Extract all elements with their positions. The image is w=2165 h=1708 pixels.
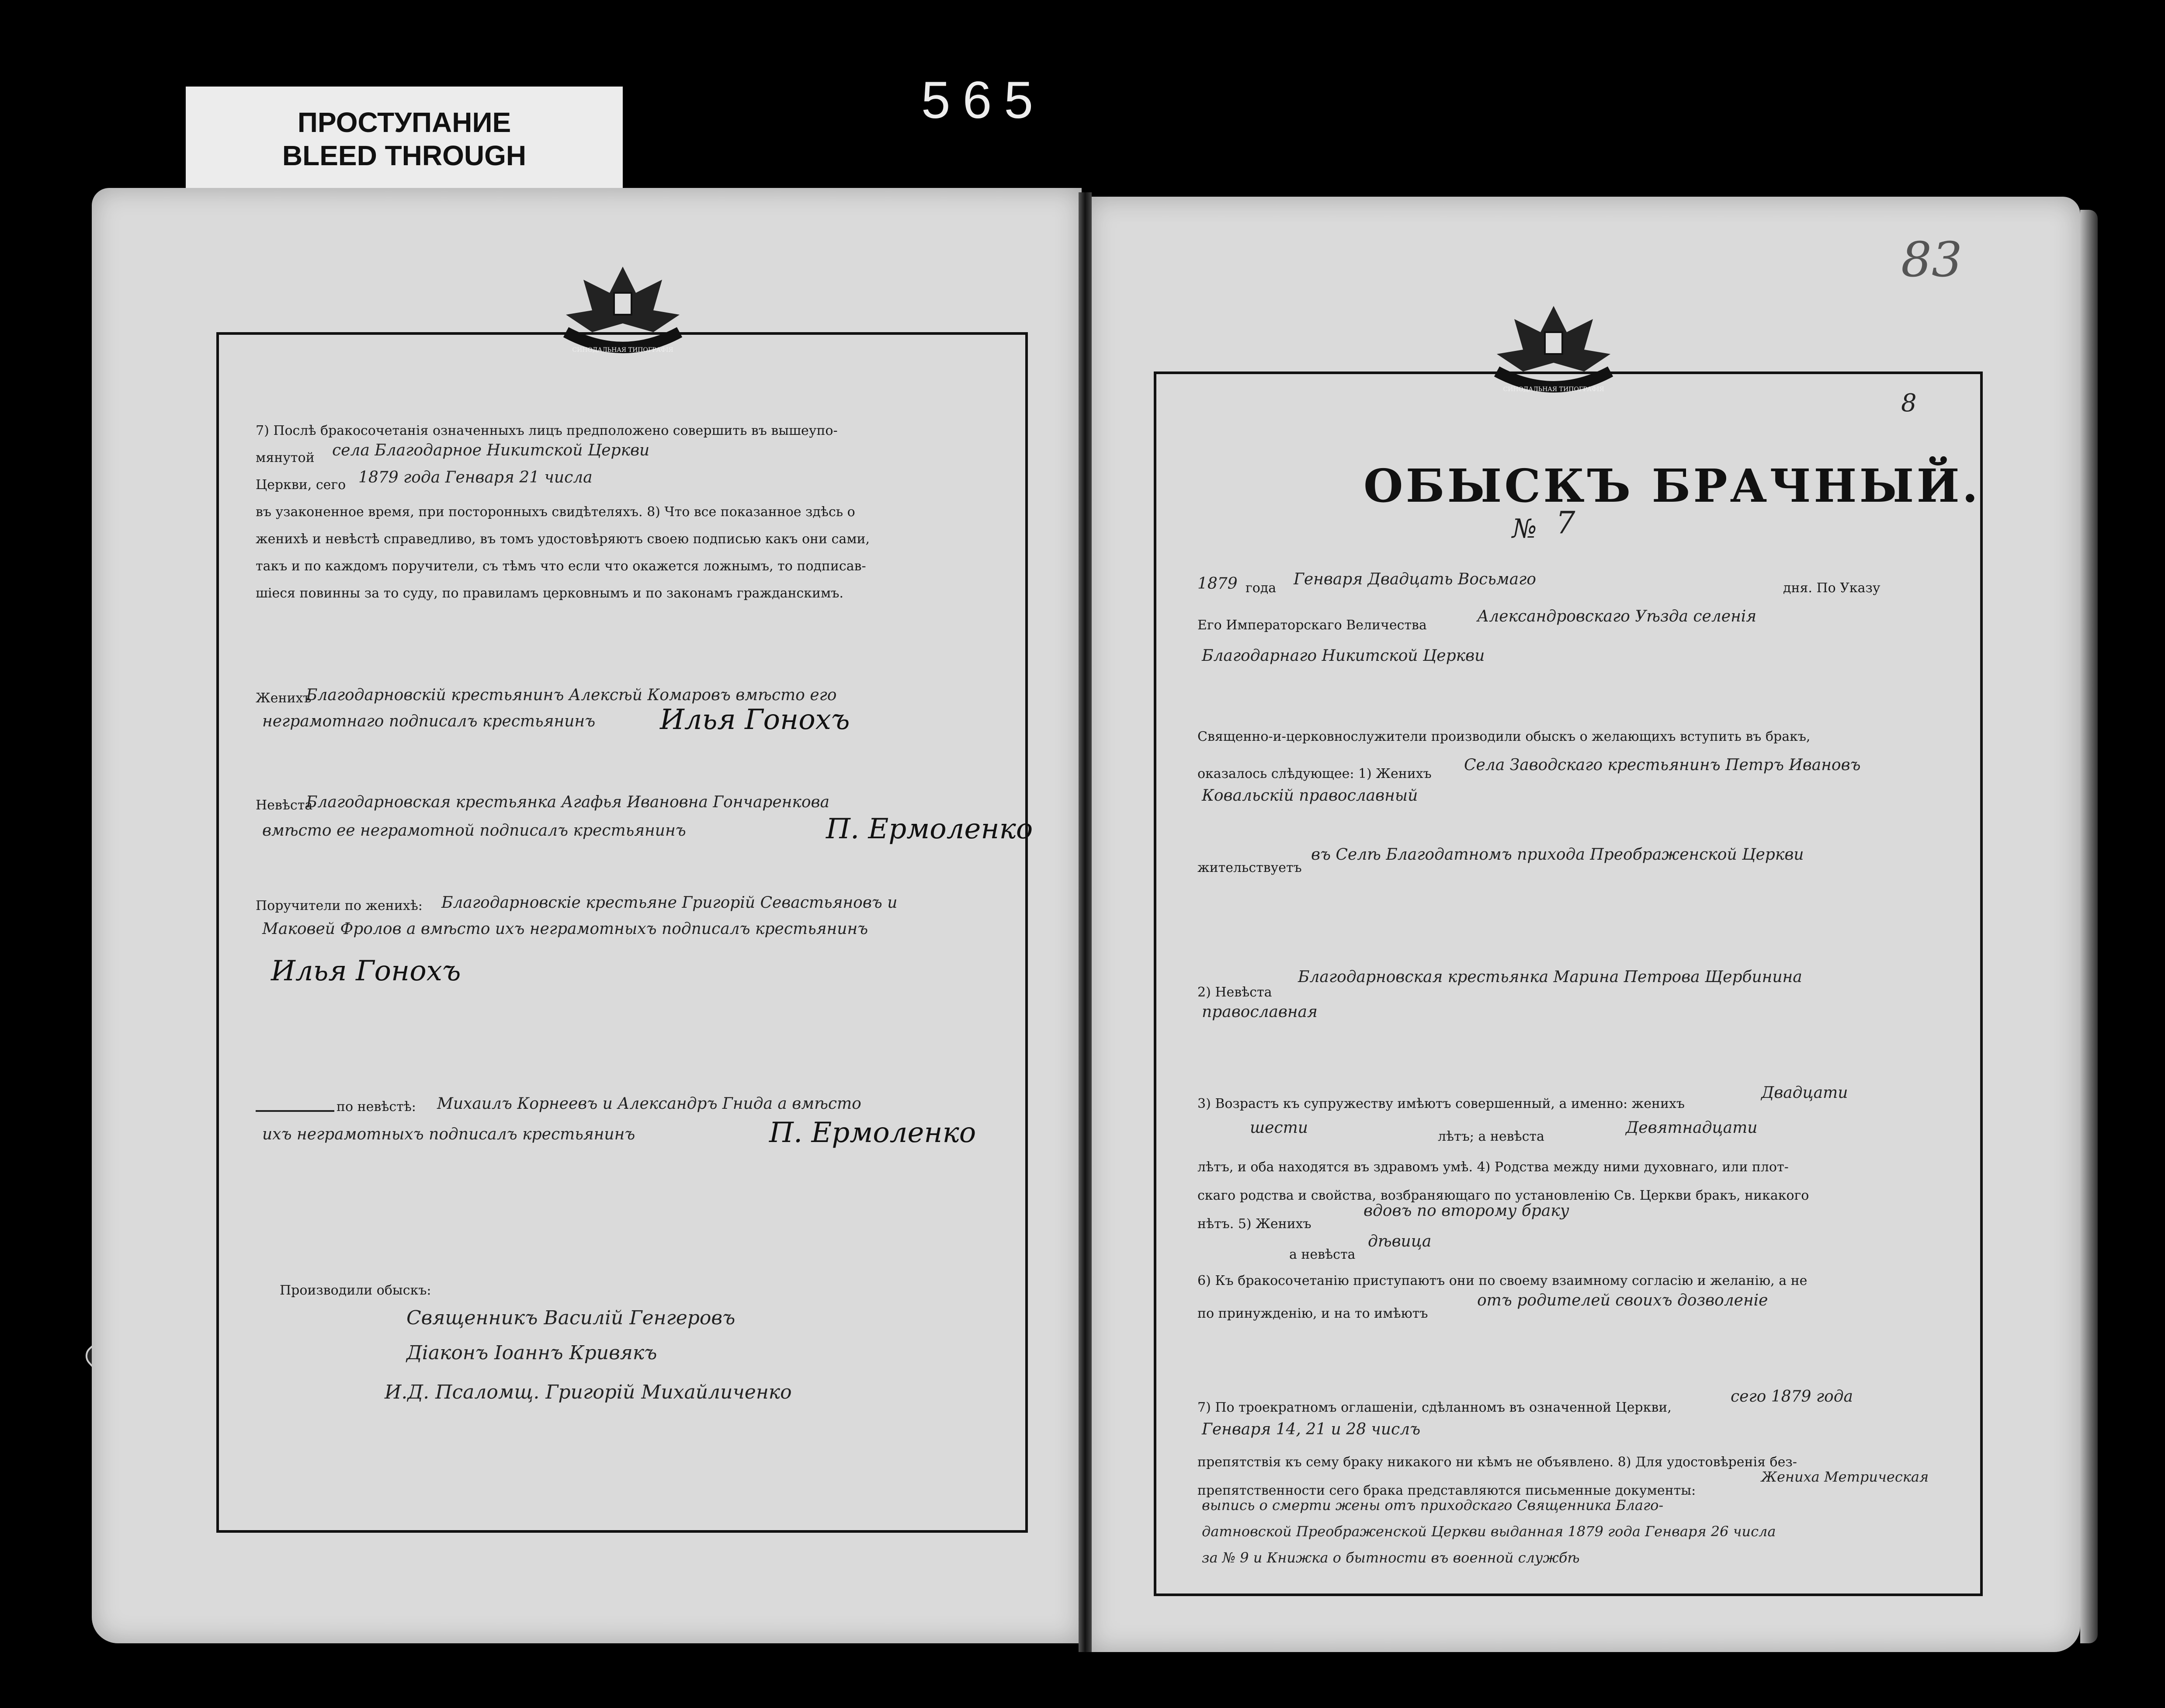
lp-hw-groom-guarantors-1: Благодарновскіе крестьяне Григорій Севастьяновъ и <box>441 894 898 912</box>
lp-signature-groom-guarantors: Илья Гонохъ <box>271 955 461 987</box>
lp-para-line5: женихѣ и невѣстѣ справедливо, въ томъ удостовѣряютъ своею подписью какъ они сами, <box>256 531 870 547</box>
lp-hw-bride-guarantors-2: ихъ неграмотныхъ подписалъ крестьянинъ <box>262 1125 635 1143</box>
rp-l5-hw: Села Заводскаго крестьянинъ Петръ Ивановъ <box>1464 756 1861 774</box>
rp-page-number: 83 <box>1901 232 1962 288</box>
lp-clergy-priest: Священникъ Василій Генгеровъ <box>406 1307 736 1329</box>
lp-dash <box>256 1110 334 1112</box>
rp-corner-mark: 8 <box>1901 389 1917 417</box>
lp-signature-groom: Илья Гонохъ <box>660 704 850 736</box>
rp-l5-text: оказалось слѣдующее: 1) Женихъ <box>1197 766 1432 781</box>
lp-hw-date: 1879 года Генваря 21 числа <box>358 469 593 486</box>
lp-bride-label: Невѣста <box>256 798 313 813</box>
lp-signature-bride-guarantors: П. Ермоленко <box>769 1117 976 1149</box>
lp-clergy-psalmist: И.Д. Псаломщ. Григорій Михайличенко <box>385 1381 792 1403</box>
lp-clergy-deacon: Діаконъ Іоаннъ Кривякъ <box>406 1342 657 1364</box>
lp-para-line7: шіеся повинны за то суду, по правиламъ церковнымъ и по законамъ гражданскимъ. <box>256 586 844 601</box>
rp-l1-text: года <box>1246 580 1277 596</box>
frame-number: 565 <box>921 71 1046 129</box>
rp-l20: препятствія къ сему браку никакого ни кѣмъ не объявлено. 8) Для удостовѣренія без- <box>1197 1455 1797 1470</box>
rp-l17-text: по принужденію, и на то имѣютъ <box>1197 1306 1428 1321</box>
lp-bride-guarantors-label: по невѣстѣ: <box>337 1099 416 1114</box>
rp-l21-text: препятственности сего брака представляются письменные документы: <box>1197 1483 1696 1498</box>
rp-l11-text: лѣтъ; а невѣста <box>1438 1129 1544 1144</box>
book-gutter <box>1079 192 1092 1652</box>
rp-l10-text: 3) Возрастъ къ супружеству имѣютъ совершенный, а именно: женихъ <box>1197 1096 1685 1111</box>
rp-l6-hw: Ковальскій православный <box>1202 787 1418 805</box>
rp-l1-year: 1879 <box>1197 575 1238 593</box>
rp-number-prefix: № <box>1512 514 1537 544</box>
rp-l7-text: жительствуетъ <box>1197 860 1302 875</box>
rp-l8-hw: Благодарновская крестьянка Марина Петрова Щербинина <box>1298 968 1802 986</box>
lp-hw-bride-2: вмѣсто ее неграмотной подписалъ крестьянинъ <box>262 822 686 840</box>
rp-l24-hw: за № 9 и Книжка о бытности въ военной службѣ <box>1202 1549 1580 1566</box>
rp-l18-text: 7) По троекратномъ оглашеніи, сдѣланномъ въ означенной Церкви, <box>1197 1400 1672 1415</box>
lp-hw-church: села Благодарное Никитской Церкви <box>332 441 650 459</box>
rp-l14-text: нѣтъ. 5) Женихъ <box>1197 1216 1311 1232</box>
rp-l11-hw1: шести <box>1250 1119 1308 1137</box>
lp-signature-bride: П. Ермоленко <box>826 813 1033 845</box>
rp-l1-text2: дня. По Указу <box>1783 580 1880 596</box>
lp-hw-bride-1: Благодарновская крестьянка Агафья Ивановна Гончаренкова <box>306 793 829 811</box>
lp-para-line3: Церкви, сего <box>256 477 346 493</box>
rp-l17-hw: отъ родителей своихъ дозволеніе <box>1477 1291 1768 1309</box>
rp-l13: скаго родства и свойства, возбраняющаго по установленію Св. Церкви бракъ, никакого <box>1197 1188 1809 1203</box>
lp-hw-bride-guarantors-1: Михаилъ Корнеевъ и Александръ Гнида а вмѣсто <box>437 1095 861 1113</box>
rp-l3-hw: Благодарнаго Никитской Церкви <box>1202 647 1485 665</box>
rp-l9-hw: православная <box>1202 1003 1318 1021</box>
rp-l2-text: Его Императорскаго Величества <box>1197 618 1427 633</box>
rp-l8-text: 2) Невѣста <box>1197 985 1272 1000</box>
rp-l15-text: а невѣста <box>1289 1247 1356 1262</box>
lp-para-line1: 7) Послѣ бракосочетанія означенныхъ лицъ предположено совершить въ вышеупо- <box>256 423 838 438</box>
bleed-label-en: BLEED THROUGH <box>282 140 527 171</box>
page-edges <box>2080 210 2098 1643</box>
lp-groom-label: Женихъ <box>256 691 312 706</box>
lp-hw-groom-2: неграмотнаго подписалъ крестьянинъ <box>262 712 596 730</box>
rp-l18-hw: сего 1879 года <box>1731 1388 1853 1406</box>
rp-l15-hw: дѣвица <box>1368 1232 1432 1250</box>
emblem-ribbon-text-right: СИНОДАЛЬНАЯ ТИПОГРАФІЯ <box>1503 386 1604 393</box>
lp-para-line4: въ узаконенное время, при посторонныхъ свидѣтеляхъ. 8) Что все показанное здѣсь о <box>256 504 855 520</box>
rp-l11-hw2: Девятнадцати <box>1626 1119 1758 1137</box>
bleed-through-label <box>186 87 623 191</box>
rp-l4: Священно-и-церковнослужители производили обыскъ о желающихъ вступить въ бракъ, <box>1197 729 1811 744</box>
rp-l16: 6) Къ бракосочетанію приступаютъ они по своему взаимному согласію и желанію, а не <box>1197 1273 1808 1288</box>
lp-conducted-label: Производили обыскъ: <box>280 1283 431 1298</box>
rp-l7-hw: въ Селѣ Благодатномъ прихода Преображенской Церкви <box>1311 846 1804 864</box>
rp-l21-hw: Жениха Метрическая <box>1761 1468 1929 1485</box>
rp-l1-hw: Генваря Двадцать Восьмаго <box>1294 570 1536 588</box>
rp-l2-hw: Александровскаго Уѣзда селенія <box>1477 608 1757 625</box>
rp-title: ОБЫСКЪ БРАЧНЫЙ. <box>1364 459 1981 513</box>
lp-para-line6: такъ и по каждомъ поручители, съ тѣмъ что если что окажется ложнымъ, то подписав- <box>256 559 866 574</box>
rp-l10-hw: Двадцати <box>1761 1084 1848 1102</box>
rp-l12: лѣтъ, и оба находятся въ здравомъ умѣ. 4) Родства между ними духовнаго, или плот- <box>1197 1159 1789 1175</box>
rp-l19-hw: Генваря 14, 21 и 28 числъ <box>1202 1420 1421 1438</box>
lp-hw-groom-1: Благодарновскій крестьянинъ Алексѣй Комаровъ вмѣсто его <box>306 686 837 704</box>
lp-hw-groom-guarantors-2: Маковей Фролов а вмѣсто ихъ неграмотныхъ подписалъ крестьянинъ <box>262 920 868 938</box>
bleed-label-ru: ПРОСТУПАНИЕ <box>297 107 511 138</box>
lp-groom-guarantors-label: Поручители по женихѣ: <box>256 898 423 913</box>
rp-l14-hw: вдовъ по второму браку <box>1364 1202 1569 1220</box>
lp-para-line2: мянутой <box>256 450 315 465</box>
rp-l22-hw: выпись о смерти жены отъ приходскаго Священника Благо- <box>1202 1497 1664 1514</box>
rp-number-value: 7 <box>1556 505 1575 541</box>
rp-l23-hw: датновской Преображенской Церкви выданная 1879 года Генваря 26 числа <box>1202 1523 1776 1540</box>
emblem-ribbon-text: СИНОДАЛЬНАЯ ТИПОГРАФІЯ <box>572 347 673 354</box>
